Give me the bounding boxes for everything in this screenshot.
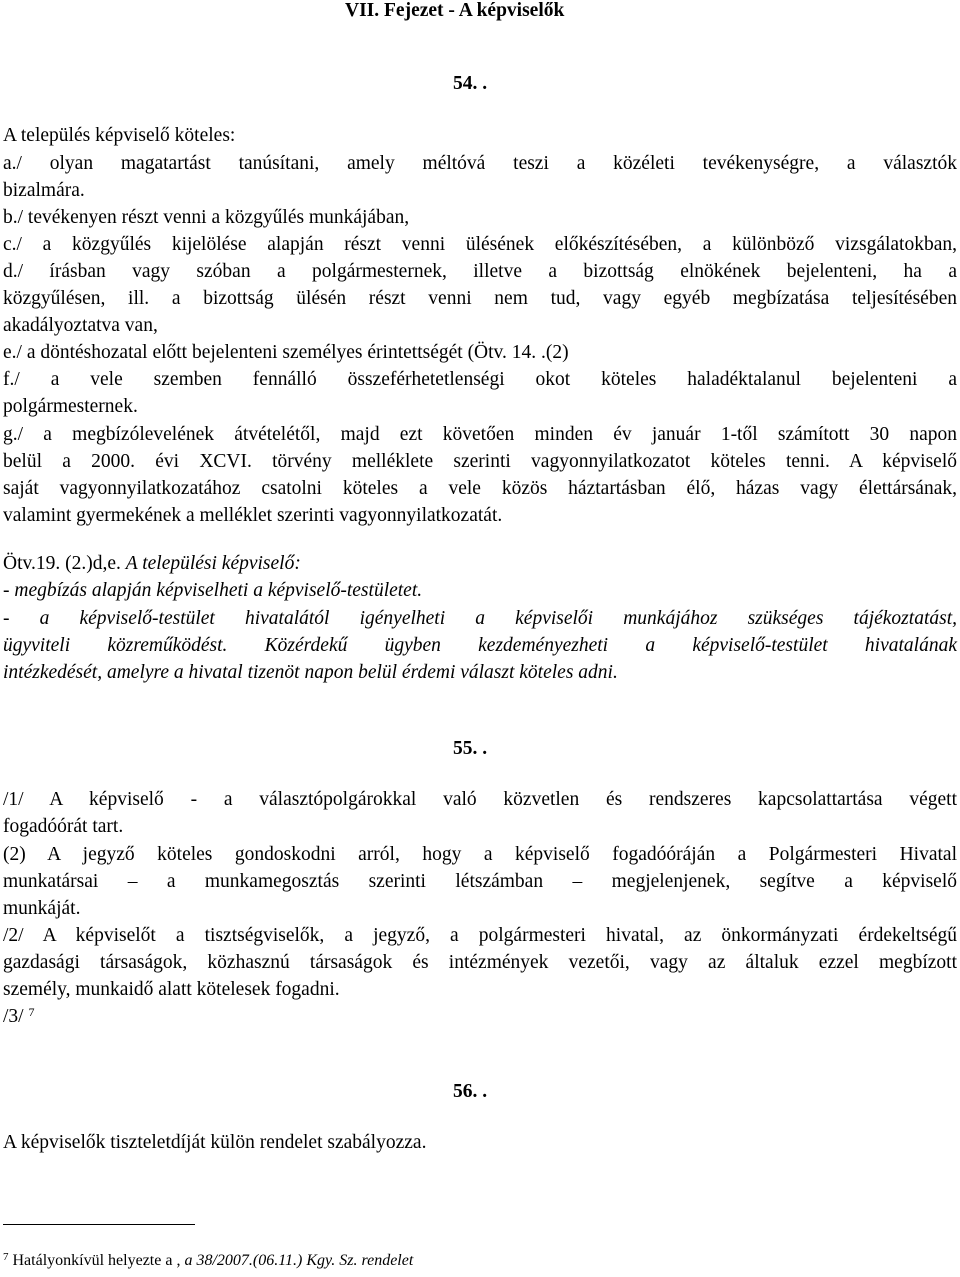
s54-f-line1: f./ a vele szemben fennálló összeférhetetlenségi okot köteles haladéktalanul bejelenteni a — [3, 369, 957, 390]
s54-g-line3: saját vagyonnyilatkozatához csatolni köteles a vele közös háztartásban élő, házas vagy élettársának, — [3, 478, 957, 499]
chapter-title: VII. Fejezet - A képviselők — [345, 0, 565, 21]
s54-d-line2: közgyűlésen, ill. a bizottság ülésén részt venni nem tud, vagy egyéb megbízatása teljesítésében — [3, 288, 957, 309]
s55-p4-line — [3, 1006, 34, 1028]
s54-e-line1: e./ a döntéshozatal előtt bejelenteni személyes érintettségét (Ötv. 14. .(2) — [3, 342, 569, 363]
otv-item-1: - megbízás alapján képviselheti a képviselő-testületet. — [3, 580, 423, 601]
footnote — [3, 1252, 413, 1270]
s55-p4: /3/ — [3, 1006, 24, 1027]
otv-reference-line — [3, 553, 301, 575]
s55-p3-line3: személy, munkaidő alatt kötelesek fogadni. — [3, 979, 340, 1000]
footnote-mark: 7 — [3, 1251, 9, 1263]
s55-p2-line2: munkatársai – a munkamegosztás szerinti létszámban – megjelenjenek, segítve a képviselő — [3, 871, 957, 892]
s55-p3-line1: /2/ A képviselőt a tisztségviselők, a jegyző, a polgármesteri hivatal, az önkormányzati érdekeltségű — [3, 925, 957, 946]
otv-reference: Ötv.19. (2.)d,e. — [3, 553, 121, 574]
section-55-heading: 55. . — [453, 738, 488, 759]
section-54-heading: 54. . — [453, 73, 488, 94]
s54-intro: A település képviselő köteles: — [3, 125, 236, 146]
s55-p1-line2: fogadóórát tart. — [3, 816, 124, 837]
footnote-text: Hatályonkívül helyezte a , — [12, 1252, 181, 1269]
s54-d-line1: d./ írásban vagy szóban a polgármesternek, illetve a bizottság elnökének bejelenteni, ha a — [3, 261, 957, 282]
s56-p1: A képviselők tiszteletdíját külön rendelet szabályozza. — [3, 1132, 427, 1153]
otv-item-2-line1: - a képviselő-testület hivatalától igényelheti a képviselői munkájához szükséges tájékoztatást, — [3, 608, 957, 629]
otv-item-2-line3: intézkedését, amelyre a hivatal tizenöt napon belül érdemi választ köteles adni. — [3, 662, 618, 683]
s54-d-line3: akadályoztatva van, — [3, 315, 158, 336]
s54-a-line1: a./ olyan magatartást tanúsítani, amely méltóvá teszi a közéleti tevékenységre, a választók — [3, 153, 957, 174]
s54-a-line2: bizalmára. — [3, 180, 85, 201]
s55-p2-line3: munkáját. — [3, 898, 81, 919]
footnote-reference: a 38/2007.(06.11.) Kgy. Sz. rendelet — [184, 1252, 414, 1269]
s54-b-line1: b./ tevékenyen részt venni a közgyűlés munkájában, — [3, 207, 410, 228]
s54-f-line2: polgármesternek. — [3, 396, 138, 417]
otv-reference-title: A települési képviselő: — [125, 553, 301, 574]
s55-p1-line1: /1/ A képviselő - a választópolgárokkal való közvetlen és rendszeres kapcsolattartása végett — [3, 789, 957, 810]
footnote-reference-mark: 7 — [28, 1005, 35, 1019]
s54-g-line4: valamint gyermekének a melléklet szerinti vagyonnyilatkozatát. — [3, 505, 503, 526]
s54-g-line1: g./ a megbízólevelének átvételétől, majd ezt követően minden év január 1-től számított 30 napon — [3, 424, 957, 445]
otv-item-2-line2: ügyviteli közreműködést. Közérdekű ügyben kezdeményezheti a képviselő-testület hivatalának — [3, 635, 957, 656]
footnote-divider — [3, 1224, 195, 1225]
s55-p2-line1: (2) A jegyző köteles gondoskodni arról, hogy a képviselő fogadóóráján a Polgármesteri Hivatal — [3, 844, 957, 865]
s55-p3-line2: gazdasági társaságok, közhasznú társaságok és intézmények vezetői, vagy az általuk ezzel megbízott — [3, 952, 957, 973]
s54-c-line1: c./ a közgyűlés kijelölése alapján részt venni ülésének előkészítésében, a különböző vizsgálatokban, — [3, 234, 957, 255]
section-56-heading: 56. . — [453, 1081, 488, 1102]
s54-g-line2: belül a 2000. évi XCVI. törvény melléklete szerinti vagyonnyilatkozatot köteles tenni. A képviselő — [3, 451, 957, 472]
